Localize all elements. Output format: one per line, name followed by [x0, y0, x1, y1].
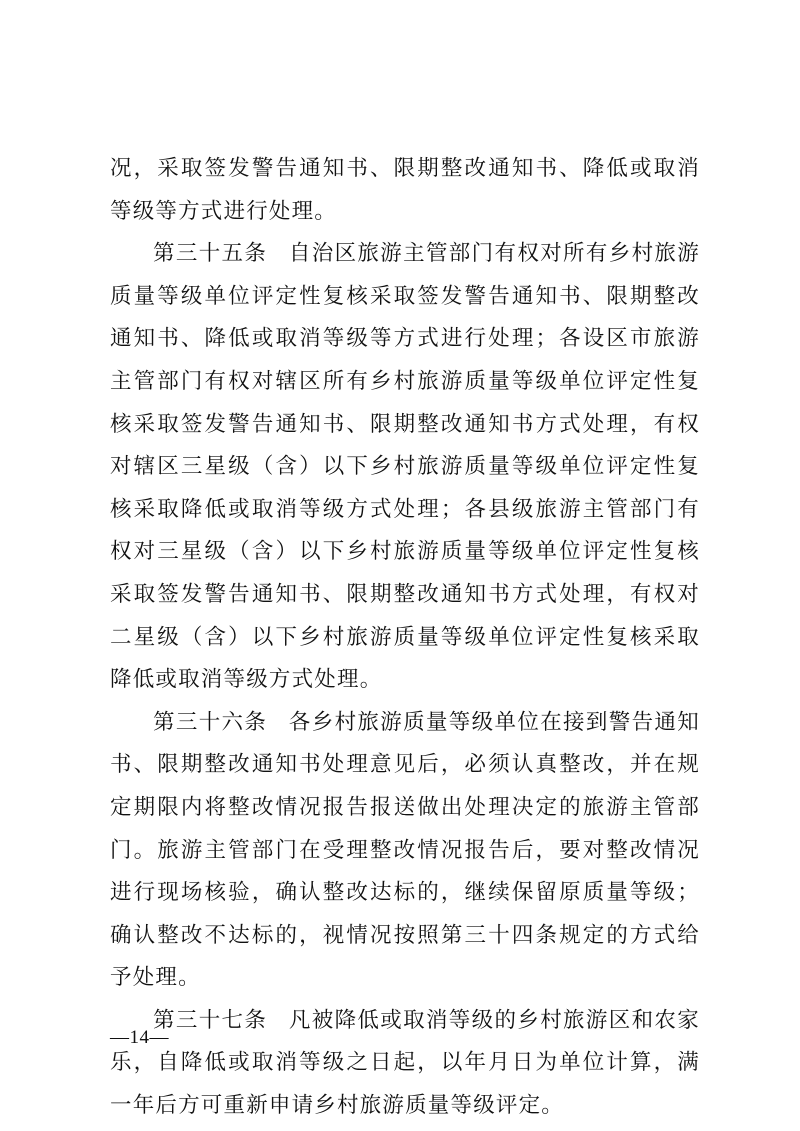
page-number: —14—	[110, 1027, 169, 1048]
article-37	[110, 1000, 700, 1128]
paragraph-continuation	[110, 148, 700, 233]
paragraph-text: 凡被降低或取消等级的乡村旅游区和农家乐，自降低或取消等级之日起，以年月日为单位计算，满一年后方可重新申请乡村旅游质量等级评定。	[110, 1007, 700, 1119]
article-number: 第三十五条	[153, 241, 268, 267]
paragraph-text: 自治区旅游主管部门有权对所有乡村旅游质量等级单位评定性复核采取签发警告通知书、限期整改通知书、降低或取消等级等方式进行处理；各设区市旅游主管部门有权对辖区所有乡村旅游质量等级单位评定性复核采取签发警告通知书、限期整改通知书方式处理，有权对辖区三星级（含）以下乡村旅游质量等级单位评定性复核采取降低或取消等级方式处理；各县级旅游主管部门有权对三星级（含）以下乡村旅游质量等级单位评定性复核采取签发警告通知书、限期整改通知书方式处理，有权对二星级（含）以下乡村旅游质量等级单位评定性复核采取降低或取消等级方式处理。	[110, 241, 700, 693]
paragraph-text: 况，采取签发警告通知书、限期整改通知书、降低或取消等级等方式进行处理。	[110, 156, 700, 224]
article-number: 第三十七条	[153, 1007, 268, 1033]
body-text	[110, 148, 700, 1128]
article-35	[110, 233, 700, 702]
article-number: 第三十六条	[153, 709, 268, 735]
article-36	[110, 702, 700, 1000]
paragraph-text: 各乡村旅游质量等级单位在接到警告通知书、限期整改通知书处理意见后，必须认真整改，并在规定期限内将整改情况报告报送做出处理决定的旅游主管部门。旅游主管部门在受理整改情况报告后，要对整改情况进行现场核验，确认整改达标的，继续保留原质量等级；确认整改不达标的，视情况按照第三十四条规定的方式给予处理。	[110, 709, 700, 991]
